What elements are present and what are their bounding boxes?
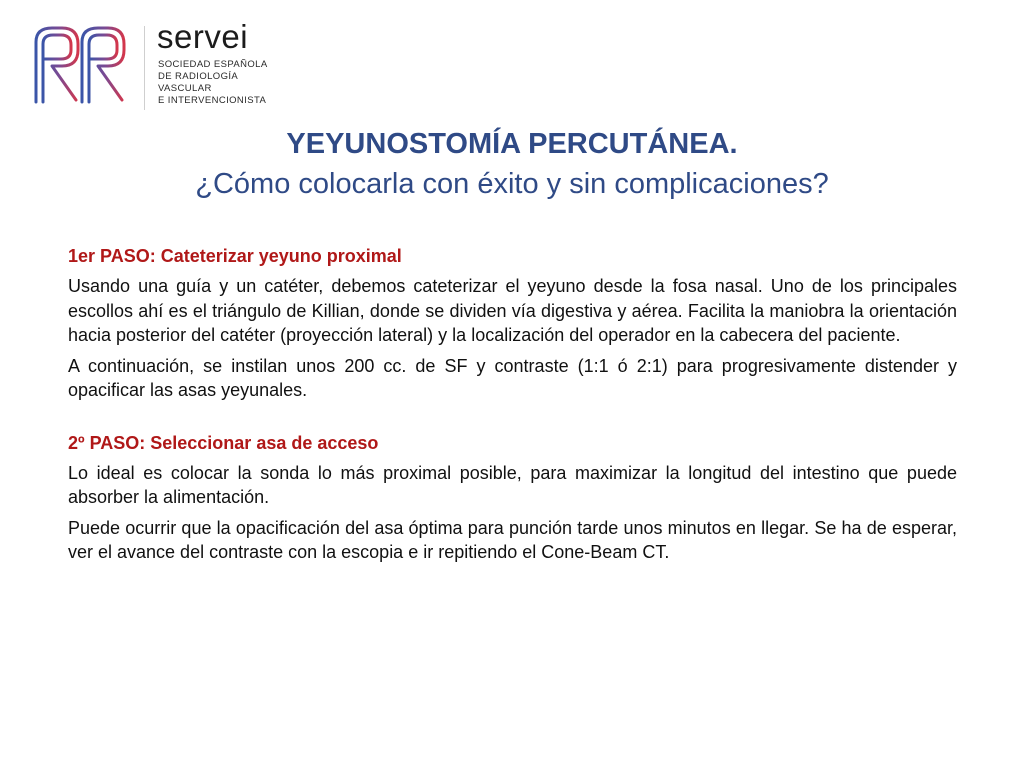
rr-logo-icon — [30, 22, 130, 106]
section-step-1 — [68, 244, 957, 403]
servei-logo — [30, 18, 290, 114]
page-title: YEYUNOSTOMÍA PERCUTÁNEA. — [286, 128, 738, 160]
section-heading: 2º PASO: Seleccionar asa de acceso — [68, 432, 379, 453]
logo-subtitle-line: SOCIEDAD ESPAÑOLA — [158, 59, 268, 70]
paragraph: A continuación, se instilan unos 200 cc. de SF y contraste (1:1 ó 2:1) para progresivamente distender y opacificar las asas yeyunales. — [68, 355, 957, 400]
slide-content — [68, 244, 957, 571]
section-heading: 1er PASO: Cateterizar yeyuno proximal — [68, 246, 402, 266]
logo-wordmark: servei — [157, 18, 249, 55]
section-step-2 — [68, 431, 957, 565]
paragraph: Lo ideal es colocar la sonda lo más proximal posible, para maximizar la longitud del intestino que puede absorber la alimentación. — [68, 462, 957, 507]
page-subtitle: ¿Cómo colocarla con éxito y sin complicaciones? — [195, 168, 829, 200]
logo-subtitle — [158, 59, 268, 107]
logo-divider — [144, 26, 145, 110]
logo-subtitle-line: VASCULAR — [158, 83, 212, 94]
paragraph: Puede ocurrir que la opacificación del asa óptima para punción tarde unos minutos en llegar. Se ha de esperar, ver el avance del contraste con la escopia e ir repitiendo el Cone-Beam CT. — [68, 517, 957, 562]
paragraph: Usando una guía y un catéter, debemos cateterizar el yeyuno desde la fosa nasal. Uno de los principales escollos ahí es el triángulo de Killian, donde se dividen vía digestiva y aérea. Facilita la maniobra la orientación hacia posterior del catéter (proyección lateral) y la localización del operador en la cabecera del paciente. — [68, 276, 957, 345]
logo-subtitle-line: DE RADIOLOGÍA — [158, 71, 239, 82]
logo-subtitle-line: E INTERVENCIONISTA — [158, 95, 267, 106]
section-spacer — [68, 409, 957, 431]
